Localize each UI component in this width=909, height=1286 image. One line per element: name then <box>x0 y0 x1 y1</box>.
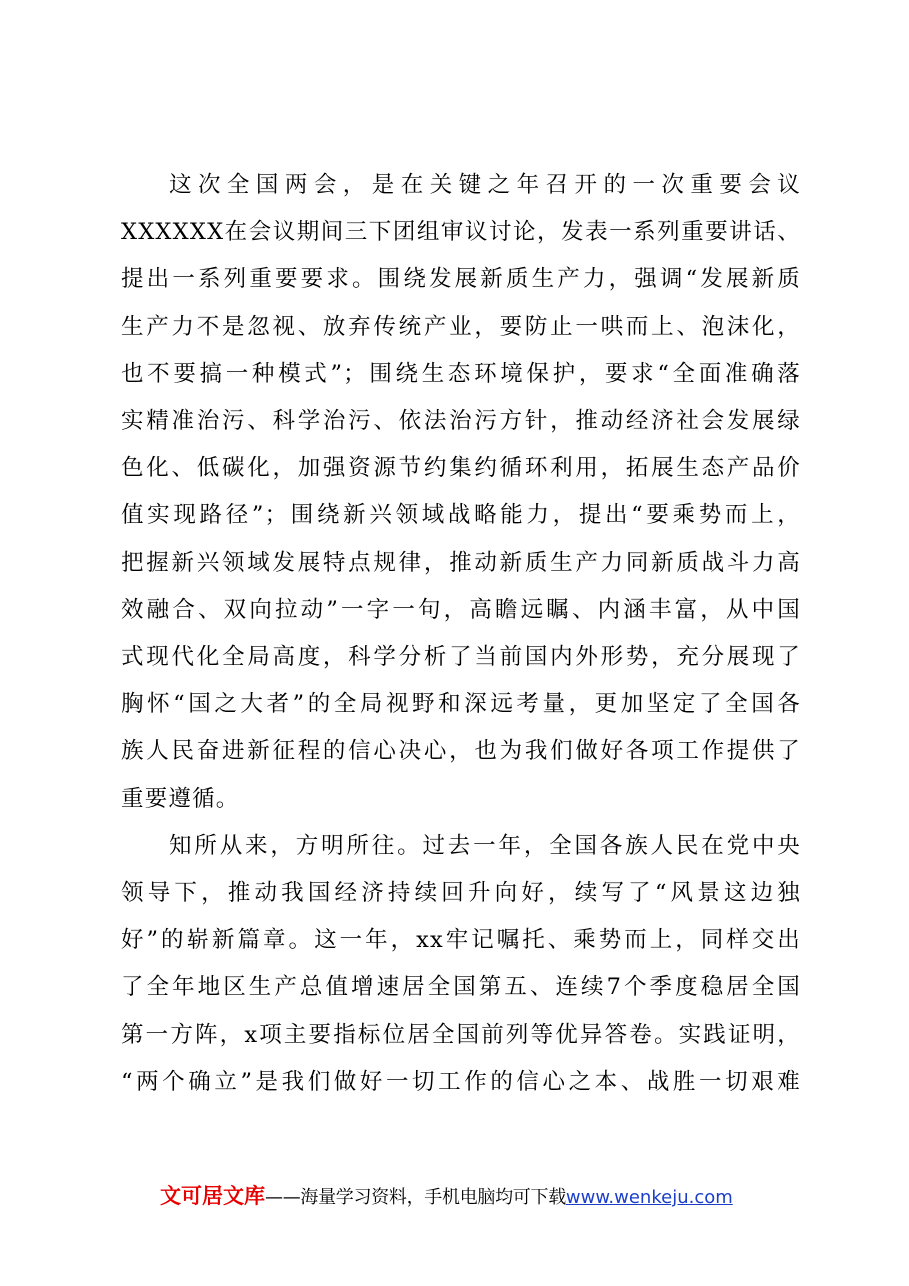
paragraph-line: 胸怀“国之大者”的全局视野和深远考量，更加坚定了全国各 <box>121 691 801 718</box>
paragraph-line: 第一方阵，x项主要指标位居全国前列等优异答卷。实践证明， <box>121 1021 801 1048</box>
paragraph-line: 色化、低碳化，加强资源节约集约循环利用，拓展生态产品价 <box>121 455 801 482</box>
website-link[interactable]: www.wenkeju.com <box>565 1187 733 1208</box>
paragraph-line: 重要遵循。 <box>121 785 240 812</box>
paragraph-line: 值实现路径”；围绕新兴领域战略能力，提出“要乘势而上， <box>121 502 801 529</box>
paragraph-line: 式现代化全局高度，科学分析了当前国内外形势，充分展现了 <box>121 644 801 671</box>
document-body <box>121 162 801 1106</box>
paragraph-1 <box>121 162 801 823</box>
paragraph-line: “两个确立”是我们做好一切工作的信心之本、战胜一切艰难 <box>121 1068 801 1095</box>
footer-banner <box>160 1180 800 1212</box>
paragraph-line: 族人民奋进新征程的信心决心，也为我们做好各项工作提供了 <box>121 738 801 765</box>
paragraph-line: 知所从来，方明所往。过去一年，全国各族人民在党中央 <box>169 832 801 859</box>
paragraph-line: 领导下，推动我国经济持续回升向好，续写了“风景这边独 <box>121 880 801 907</box>
brand-name: 文可居文库 <box>160 1184 265 1208</box>
footer-tagline: ——海量学习资料，手机电脑均可下载 <box>265 1187 566 1208</box>
paragraph-line: 效融合、双向拉动”一字一句，高瞻远瞩、内涵丰富，从中国 <box>121 596 801 623</box>
paragraph-line: 了全年地区生产总值增速居全国第五、连续7个季度稳居全国 <box>121 974 801 1001</box>
paragraph-line: 实精准治污、科学治污、依法治污方针，推动经济社会发展绿 <box>121 408 801 435</box>
paragraph-2 <box>121 823 801 1106</box>
paragraph-line: 也不要搞一种模式”；围绕生态环境保护，要求“全面准确落 <box>121 360 801 387</box>
paragraph-line: 提出一系列重要要求。围绕发展新质生产力，强调“发展新质 <box>121 266 801 293</box>
paragraph-line: 这次全国两会，是在关键之年召开的一次重要会议 <box>169 172 801 198</box>
paragraph-line: 生产力不是忽视、放弃传统产业，要防止一哄而上、泡沫化， <box>121 313 801 340</box>
paragraph-line: XXXXXX在会议期间三下团组审议讨论，发表一系列重要讲话、 <box>121 219 801 246</box>
paragraph-line: 好”的崭新篇章。这一年，xx牢记嘱托、乘势而上，同样交出 <box>121 927 801 954</box>
paragraph-line: 把握新兴领域发展特点规律，推动新质生产力同新质战斗力高 <box>121 549 801 576</box>
